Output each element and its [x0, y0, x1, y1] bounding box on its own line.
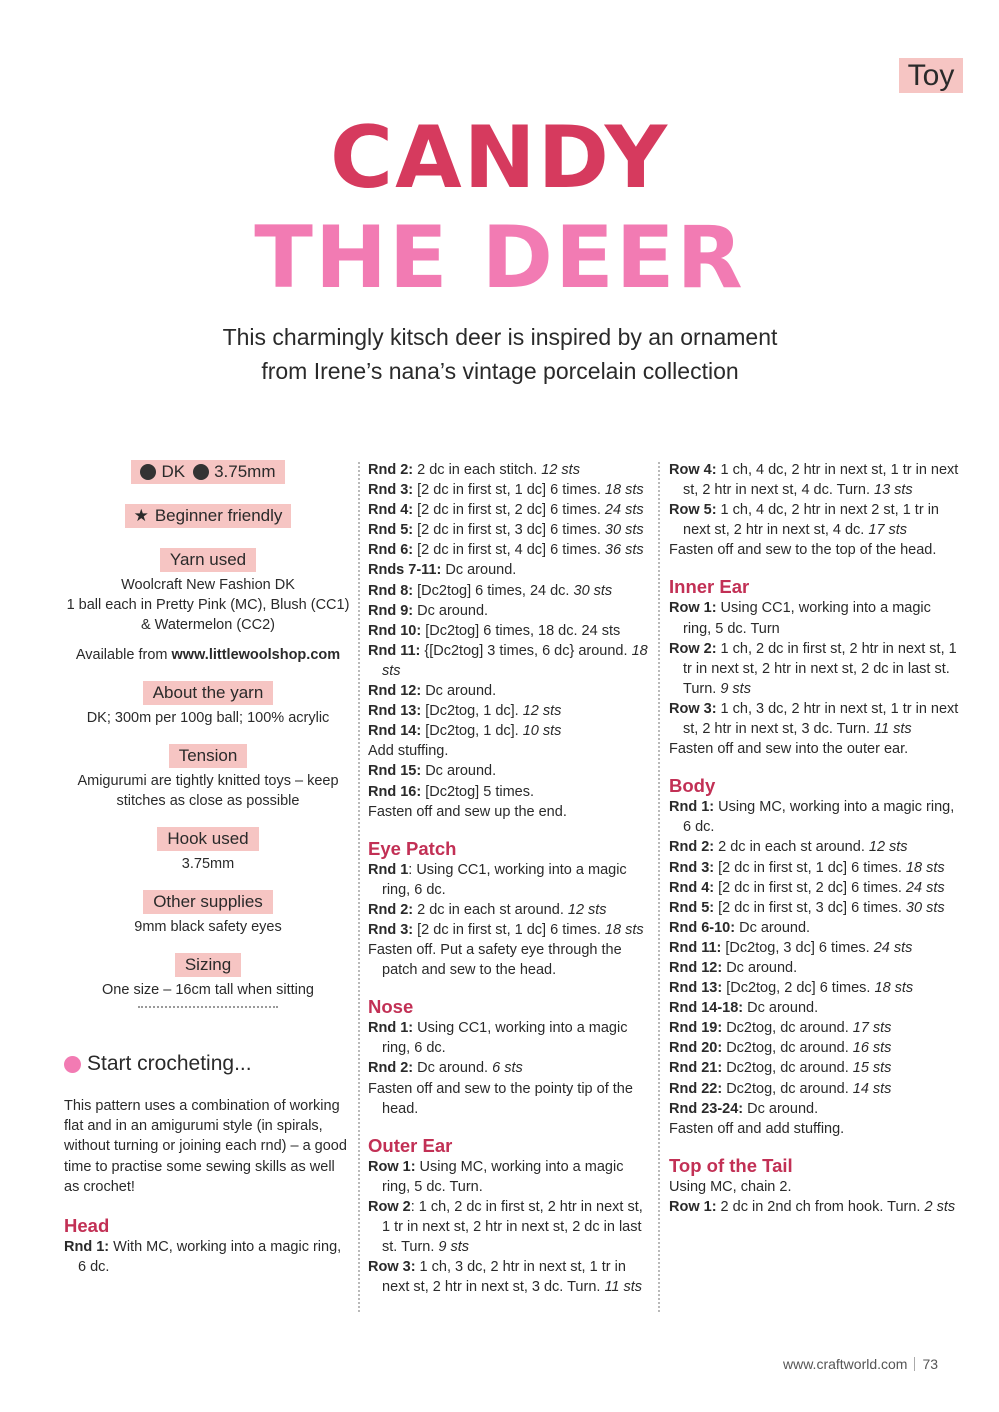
row-text: Fasten off and sew to the pointy tip of the head. — [368, 1080, 633, 1117]
row-text: Dc around. — [421, 763, 497, 780]
instruction-row — [669, 1018, 959, 1038]
yarn-weight: DK — [161, 462, 186, 481]
yarn-used-text-3: & Watermelon (CC2) — [140, 617, 276, 633]
section-head-cont — [368, 460, 653, 822]
instruction-row — [368, 701, 653, 721]
row-stitch-count: 12 sts — [522, 703, 562, 720]
row-label: Rnd 5: — [669, 899, 715, 916]
row-stitch-count: 6 sts — [492, 1060, 523, 1077]
row-text: 2 dc in each st around. — [714, 839, 869, 856]
instruction-row — [64, 1237, 352, 1277]
row-stitch-count: 11 sts — [874, 721, 912, 738]
sidebar-column — [64, 460, 352, 1277]
row-stitch-count: 30 sts — [573, 582, 613, 599]
instruction-row — [669, 858, 959, 878]
row-stitch-count: 30 sts — [905, 899, 945, 916]
row-label: Rnd 12: — [669, 959, 723, 976]
title-line-2: THE DEER — [254, 208, 745, 308]
hook-size: 3.75mm — [214, 462, 276, 481]
row-stitch-count: 13 sts — [874, 482, 913, 499]
row-label: Row 3: — [368, 1259, 416, 1276]
section-rows — [368, 860, 653, 981]
star-icon: ★ — [133, 506, 149, 525]
row-stitch-count: 15 sts — [852, 1060, 892, 1077]
row-label: Rnd 2: — [368, 901, 414, 918]
row-stitch-count: 18 sts — [604, 921, 644, 938]
section-title: Outer Ear — [368, 1134, 453, 1156]
row-text: : 1 ch, 2 dc in first st, 2 htr in next st, 1 tr in next st, 2 htr in next st, 2 dc in last st. Turn. — [382, 1198, 643, 1256]
instruction-row — [368, 1157, 653, 1197]
instruction-row — [669, 1079, 959, 1099]
row-label: Rnd 5: — [368, 522, 414, 539]
row-stitch-count: 17 sts — [868, 522, 908, 539]
row-text: Using MC, working into a magic ring, 5 dc. Turn. — [382, 1158, 624, 1195]
row-stitch-count: 16 sts — [852, 1040, 892, 1057]
row-label: Row 1: — [669, 1198, 717, 1215]
column-divider-2 — [658, 462, 660, 1312]
tension-text-2: stitches as close as possible — [116, 793, 300, 809]
instruction-row — [669, 1177, 959, 1197]
row-label: Rnd 3: — [368, 482, 414, 499]
instruction-row — [669, 1197, 959, 1217]
row-text: Dc around. — [441, 562, 517, 579]
yarn-used-label: Yarn used — [160, 548, 256, 572]
instruction-row — [368, 761, 653, 781]
row-stitch-count: 24 sts — [873, 939, 913, 956]
section-rows — [669, 460, 959, 560]
yarn-used-text-2: 1 ball each in Pretty Pink (MC), Blush (CC1) — [66, 597, 350, 613]
available-from — [64, 645, 352, 665]
row-text: Dc around. — [735, 919, 811, 936]
row-label: Rnd 1: — [368, 1020, 414, 1037]
row-text: With MC, working into a magic ring, 6 dc. — [78, 1239, 342, 1276]
row-text: [Dc2tog] 6 times, 24 dc. — [413, 582, 574, 599]
row-label: Rnd 11: — [368, 642, 421, 659]
instruction-row — [368, 480, 653, 500]
row-label: Rnd 4: — [368, 502, 414, 519]
row-label: Rnd 6-10: — [669, 919, 736, 936]
section-eye-patch — [368, 838, 653, 981]
row-label: Rnd 23-24: — [669, 1100, 744, 1117]
row-label: Row 1: — [669, 600, 717, 617]
row-text: Using MC, chain 2. — [669, 1178, 792, 1195]
instruction-row — [669, 878, 959, 898]
row-stitch-count: 24 sts — [604, 502, 644, 519]
row-stitch-count: 14 sts — [852, 1080, 892, 1097]
row-label: Rnd 16: — [368, 783, 422, 800]
row-stitch-count: 12 sts — [541, 462, 580, 478]
row-text: Dc2tog, dc around. — [722, 1020, 853, 1037]
section-rows — [669, 598, 959, 759]
row-text: 1 ch, 3 dc, 2 htr in next st, 1 tr in next st, 2 htr in next st, 3 dc. Turn. — [683, 700, 959, 738]
instruction-row — [368, 681, 653, 701]
row-text: [Dc2tog, 3 dc] 6 times. — [721, 939, 874, 956]
row-label: Rnd 2: — [368, 1060, 414, 1077]
instruction-row — [368, 520, 653, 540]
footer-divider — [914, 1357, 915, 1371]
section-title: Inner Ear — [669, 576, 750, 598]
row-stitch-count: 10 sts — [522, 723, 562, 740]
row-label: Row 1: — [368, 1158, 416, 1175]
instruction-row — [669, 978, 959, 998]
row-text: Dc2tog, dc around. — [722, 1080, 853, 1097]
row-text: [2 dc in first st, 2 dc] 6 times. — [714, 879, 906, 896]
shop-link[interactable]: www.littlewoolshop.com — [171, 647, 341, 663]
title-line-1: CANDY — [329, 108, 670, 208]
standfirst: This charmingly kitsch deer is inspired by an ornament from Irene’s nana’s vintage porcelain collection — [222, 324, 778, 384]
row-text: Dc around. — [743, 1100, 819, 1117]
instruction-row — [669, 699, 959, 739]
row-text: [Dc2tog] 6 times, 18 dc. 24 sts — [421, 622, 621, 639]
instruction-row — [368, 741, 653, 761]
column-3 — [669, 460, 959, 1217]
row-label: Row 4: — [669, 462, 717, 478]
row-text: [2 dc in first st, 3 dc] 6 times. — [413, 522, 605, 539]
hook-used-text: 3.75mm — [181, 856, 235, 872]
yarn-ball-icon — [140, 464, 156, 480]
about-yarn-text: DK; 300m per 100g ball; 100% acrylic — [86, 710, 330, 726]
row-stitch-count: 17 sts — [852, 1020, 892, 1037]
section-rows — [368, 1157, 653, 1298]
yarn-hook-badge — [131, 460, 284, 484]
row-label: Rnd 20: — [669, 1040, 723, 1057]
row-text: 1 ch, 4 dc, 2 htr in next 2 st, 1 tr in next st, 2 htr in next st, 4 dc. — [683, 502, 939, 539]
instruction-row — [669, 797, 959, 837]
section-inner-ear — [669, 576, 959, 759]
sizing-text: One size – 16cm tall when sitting — [102, 982, 314, 998]
instruction-row — [368, 1197, 653, 1257]
row-text: [2 dc in first st, 1 dc] 6 times. — [714, 859, 906, 876]
instruction-row — [368, 500, 653, 520]
row-label: Rnds 7-11: — [368, 562, 442, 579]
row-stitch-count: 12 sts — [868, 839, 908, 856]
other-supplies-label: Other supplies — [143, 890, 273, 914]
row-label: Row 2 — [368, 1198, 411, 1215]
row-text: Fasten off and sew to the top of the head. — [669, 542, 937, 559]
row-text: [2 dc in first st, 2 dc] 6 times. — [413, 502, 605, 519]
difficulty-text: Beginner friendly — [154, 506, 283, 525]
row-text: Dc around. — [413, 1060, 493, 1077]
section-title: Body — [669, 775, 716, 797]
crochet-hook-icon — [193, 464, 209, 480]
row-text: [2 dc in first st, 4 dc] 6 times. — [413, 542, 605, 559]
row-text: Fasten off and sew up the end. — [368, 803, 567, 820]
section-rows — [669, 1177, 959, 1217]
instruction-row — [669, 739, 959, 759]
instruction-row — [669, 998, 959, 1018]
page-number: 73 — [922, 1356, 939, 1372]
row-text: {[Dc2tog] 3 times, 6 dc} around. — [420, 642, 632, 659]
start-heading — [64, 1052, 352, 1076]
section-title: Eye Patch — [368, 837, 457, 859]
row-label: Rnd 19: — [669, 1020, 723, 1037]
instruction-row — [669, 837, 959, 857]
about-yarn-label: About the yarn — [143, 681, 274, 705]
instruction-row — [669, 958, 959, 978]
instruction-row — [669, 1058, 959, 1078]
instruction-row — [368, 641, 653, 681]
row-label: Rnd 3: — [368, 921, 414, 938]
row-text: Dc2tog, dc around. — [722, 1040, 853, 1057]
row-stitch-count: 2 sts — [924, 1198, 956, 1215]
footer-url[interactable]: www.craftworld.com — [783, 1356, 908, 1372]
instruction-row — [669, 500, 959, 540]
instruction-row — [368, 721, 653, 741]
column-divider-1 — [358, 462, 360, 1312]
dotted-separator — [138, 1006, 278, 1008]
instruction-row — [368, 560, 653, 580]
row-text: Using MC, working into a magic ring, 6 dc. — [683, 799, 955, 836]
instruction-row — [669, 1119, 959, 1139]
section-head — [64, 1215, 352, 1277]
section-title: Nose — [368, 996, 414, 1018]
row-label: Rnd 2: — [368, 462, 414, 478]
row-text: Using CC1, working into a magic ring, 5 dc. Turn — [683, 600, 931, 637]
row-text: 1 ch, 2 dc in first st, 2 htr in next st, 1 tr in next st, 2 htr in next st, 2 dc in last st. Turn. — [683, 640, 957, 697]
row-text: Dc around. — [413, 602, 489, 619]
section-rows — [368, 460, 653, 822]
instruction-row — [368, 1058, 653, 1078]
row-label: Rnd 13: — [669, 980, 723, 997]
row-label: Rnd 6: — [368, 542, 414, 559]
instruction-row — [669, 898, 959, 918]
row-text: 2 dc in 2nd ch from hook. Turn. — [716, 1198, 925, 1215]
section-rows — [368, 1018, 653, 1118]
row-stitch-count: 24 sts — [905, 879, 945, 896]
row-stitch-count: 12 sts — [567, 901, 607, 918]
instruction-row — [669, 639, 959, 699]
row-label: Rnd 4: — [669, 879, 715, 896]
instruction-row — [368, 460, 653, 480]
instruction-row — [669, 1038, 959, 1058]
instruction-row — [368, 860, 653, 900]
row-text: [Dc2tog, 2 dc] 6 times. — [722, 980, 875, 997]
instruction-row — [368, 920, 653, 940]
row-stitch-count: 18 sts — [604, 482, 644, 499]
row-label: Rnd 14-18: — [669, 1000, 744, 1017]
row-text: [Dc2tog] 5 times. — [421, 783, 534, 800]
section-rows — [669, 797, 959, 1139]
row-label: Row 5: — [669, 502, 717, 519]
section-title: Head — [64, 1215, 110, 1237]
row-text: [2 dc in first st, 1 dc] 6 times. — [413, 921, 605, 938]
row-text: 2 dc in each stitch. — [413, 462, 542, 478]
row-label: Rnd 13: — [368, 703, 422, 720]
row-stitch-count: 30 sts — [604, 522, 644, 539]
section-nose — [368, 996, 653, 1118]
sizing-label: Sizing — [175, 953, 241, 977]
intro-paragraph: This pattern uses a combination of working flat and in an amigurumi style (in spirals, without turning or joining each rnd) – a good time to practise some sewing skills as well as crochet! — [64, 1098, 347, 1195]
instruction-row — [368, 1079, 653, 1119]
row-label: Rnd 1: — [64, 1239, 110, 1256]
row-label: Rnd 15: — [368, 763, 422, 780]
row-stitch-count: 18 sts — [905, 859, 945, 876]
instruction-row — [368, 940, 653, 980]
instruction-row — [368, 1018, 653, 1058]
instruction-row — [669, 938, 959, 958]
row-stitch-count: 36 sts — [604, 542, 644, 559]
row-text: Add stuffing. — [368, 743, 449, 760]
row-label: Rnd 2: — [669, 839, 715, 856]
row-label: Rnd 1 — [368, 861, 409, 878]
instruction-row — [669, 540, 959, 560]
row-stitch-count: 18 sts — [382, 642, 648, 679]
page-footer — [783, 1356, 938, 1372]
row-label: Rnd 14: — [368, 723, 422, 740]
difficulty-badge — [125, 504, 292, 528]
section-outer-ear-cont — [669, 460, 959, 560]
row-text: [Dc2tog, 1 dc]. — [421, 703, 523, 720]
section-body — [669, 775, 959, 1139]
instruction-row — [368, 782, 653, 802]
row-stitch-count: 9 sts — [438, 1239, 470, 1256]
row-text: Dc around. — [743, 1000, 819, 1017]
row-label: Rnd 1: — [669, 799, 715, 816]
instruction-row — [669, 1099, 959, 1119]
instruction-row — [669, 918, 959, 938]
row-label: Rnd 8: — [368, 582, 414, 599]
row-text: Fasten off and sew into the outer ear. — [669, 741, 909, 758]
section-rows — [64, 1237, 352, 1277]
other-supplies-text: 9mm black safety eyes — [134, 919, 282, 935]
instruction-row — [368, 900, 653, 920]
row-stitch-count: 11 sts — [604, 1279, 643, 1296]
row-text: [2 dc in first st, 3 dc] 6 times. — [714, 899, 906, 916]
instruction-row — [368, 601, 653, 621]
section-tail — [669, 1155, 959, 1217]
section-outer-ear — [368, 1135, 653, 1298]
row-label: Rnd 3: — [669, 859, 715, 876]
row-text: : Using CC1, working into a magic ring, 6 dc. — [382, 861, 627, 898]
row-text: [2 dc in first st, 1 dc] 6 times. — [413, 482, 605, 499]
row-label: Rnd 12: — [368, 683, 422, 700]
instruction-row — [669, 460, 959, 500]
instruction-row — [368, 1257, 653, 1297]
row-label: Rnd 10: — [368, 622, 422, 639]
instruction-row — [669, 598, 959, 638]
instruction-row — [368, 581, 653, 601]
section-title: Top of the Tail — [669, 1154, 793, 1176]
row-label: Rnd 21: — [669, 1060, 723, 1077]
row-label: Rnd 22: — [669, 1080, 723, 1097]
instruction-row — [368, 621, 653, 641]
instruction-row — [368, 540, 653, 560]
row-text: Fasten off. Put a safety eye through the patch and sew to the head. — [368, 942, 622, 979]
bullet-dot-icon — [64, 1056, 81, 1073]
yarn-used-text-1: Woolcraft New Fashion DK — [121, 577, 295, 593]
hook-used-label: Hook used — [157, 827, 258, 851]
section-tag: Toy — [899, 58, 963, 93]
row-stitch-count: 9 sts — [720, 680, 751, 697]
row-stitch-count: 18 sts — [874, 980, 914, 997]
row-text: Dc2tog, dc around. — [722, 1060, 853, 1077]
row-text: Dc around. — [421, 683, 497, 700]
row-text: Fasten off and add stuffing. — [669, 1120, 845, 1137]
row-label: Rnd 11: — [669, 939, 722, 956]
available-prefix: Available from — [75, 647, 172, 663]
tension-label: Tension — [169, 744, 248, 768]
row-text: Using CC1, working into a magic ring, 6 dc. — [382, 1020, 628, 1057]
row-text: Dc around. — [722, 959, 798, 976]
instruction-row — [368, 802, 653, 822]
row-text: 1 ch, 3 dc, 2 htr in next st, 1 tr in next st, 2 htr in next st, 3 dc. Turn. — [382, 1259, 626, 1296]
row-label: Row 3: — [669, 700, 717, 717]
row-text: [Dc2tog, 1 dc]. — [421, 723, 523, 740]
row-label: Row 2: — [669, 640, 717, 657]
start-heading-text: Start crocheting... — [87, 1052, 252, 1075]
row-text: 1 ch, 4 dc, 2 htr in next st, 1 tr in next st, 2 htr in next st, 4 dc. Turn. — [683, 462, 959, 499]
row-text: 2 dc in each st around. — [413, 901, 568, 918]
column-2 — [368, 460, 653, 1297]
row-label: Rnd 9: — [368, 602, 414, 619]
tension-text-1: Amigurumi are tightly knitted toys – keep — [77, 773, 339, 789]
